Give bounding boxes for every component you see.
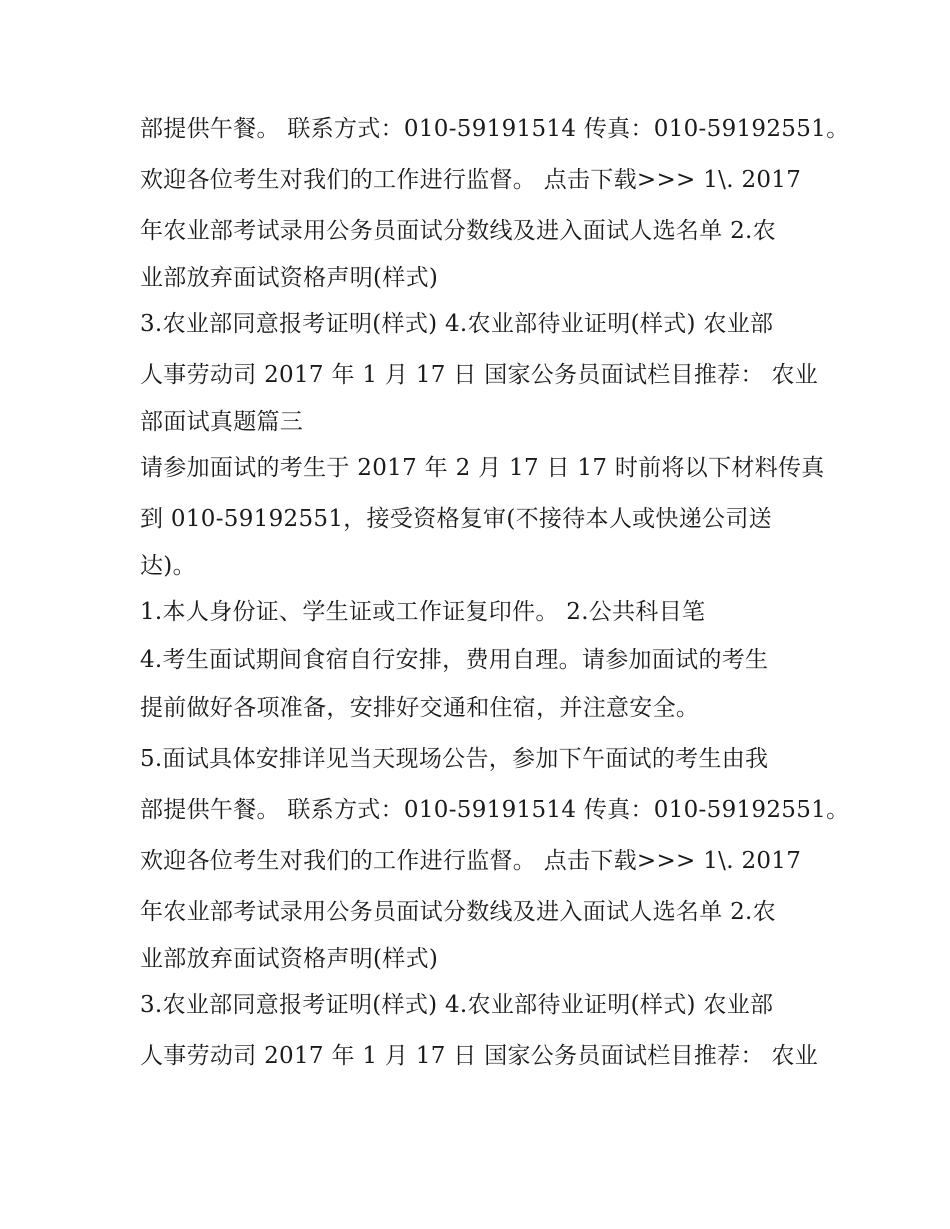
text-line: 人事劳动司 2017 年 1 月 17 日 国家公务员面试栏目推荐： 农业 xyxy=(140,1043,819,1069)
text-line: 人事劳动司 2017 年 1 月 17 日 国家公务员面试栏目推荐： 农业 xyxy=(140,362,819,388)
text-line: 4.考生面试期间食宿自行安排，费用自理。请参加面试的考生 xyxy=(140,647,769,673)
document-body xyxy=(140,104,850,1082)
text-line: 到 010-59192551，接受资格复审(不接待本人或快递公司送 xyxy=(140,506,772,532)
text-line: 5.面试具体安排详见当天现场公告，参加下午面试的考生由我 xyxy=(140,746,769,772)
text-line: 3.农业部同意报考证明(样式) 4.农业部待业证明(样式) 农业部 xyxy=(140,311,774,337)
text-line: 3.农业部同意报考证明(样式) 4.农业部待业证明(样式) 农业部 xyxy=(140,992,774,1018)
text-line: 部提供午餐。 联系方式：010-59191514 传真：010-59192551。 xyxy=(140,797,850,823)
text-line: 1.本人身份证、学生证或工作证复印件。 2.公共科目笔 xyxy=(140,599,706,625)
text-line: 年农业部考试录用公务员面试分数线及进入面试人选名单 2.农 xyxy=(140,899,776,925)
text-line: 业部放弃面试资格声明(样式) xyxy=(140,265,439,291)
text-line: 欢迎各位考生对我们的工作进行监督。 点击下载>>> 1\. 2017 xyxy=(140,167,802,193)
text-line: 提前做好各项准备，安排好交通和住宿，并注意安全。 xyxy=(140,695,700,721)
text-line: 部面试真题篇三 xyxy=(140,409,304,435)
text-line: 达)。 xyxy=(140,553,196,579)
text-line: 业部放弃面试资格声明(样式) xyxy=(140,946,439,972)
text-line: 部提供午餐。 联系方式：010-59191514 传真：010-59192551。 xyxy=(140,116,850,142)
text-line: 请参加面试的考生于 2017 年 2 月 17 日 17 时前将以下材料传真 xyxy=(140,455,825,481)
text-line: 年农业部考试录用公务员面试分数线及进入面试人选名单 2.农 xyxy=(140,218,776,244)
text-line: 欢迎各位考生对我们的工作进行监督。 点击下载>>> 1\. 2017 xyxy=(140,848,802,874)
